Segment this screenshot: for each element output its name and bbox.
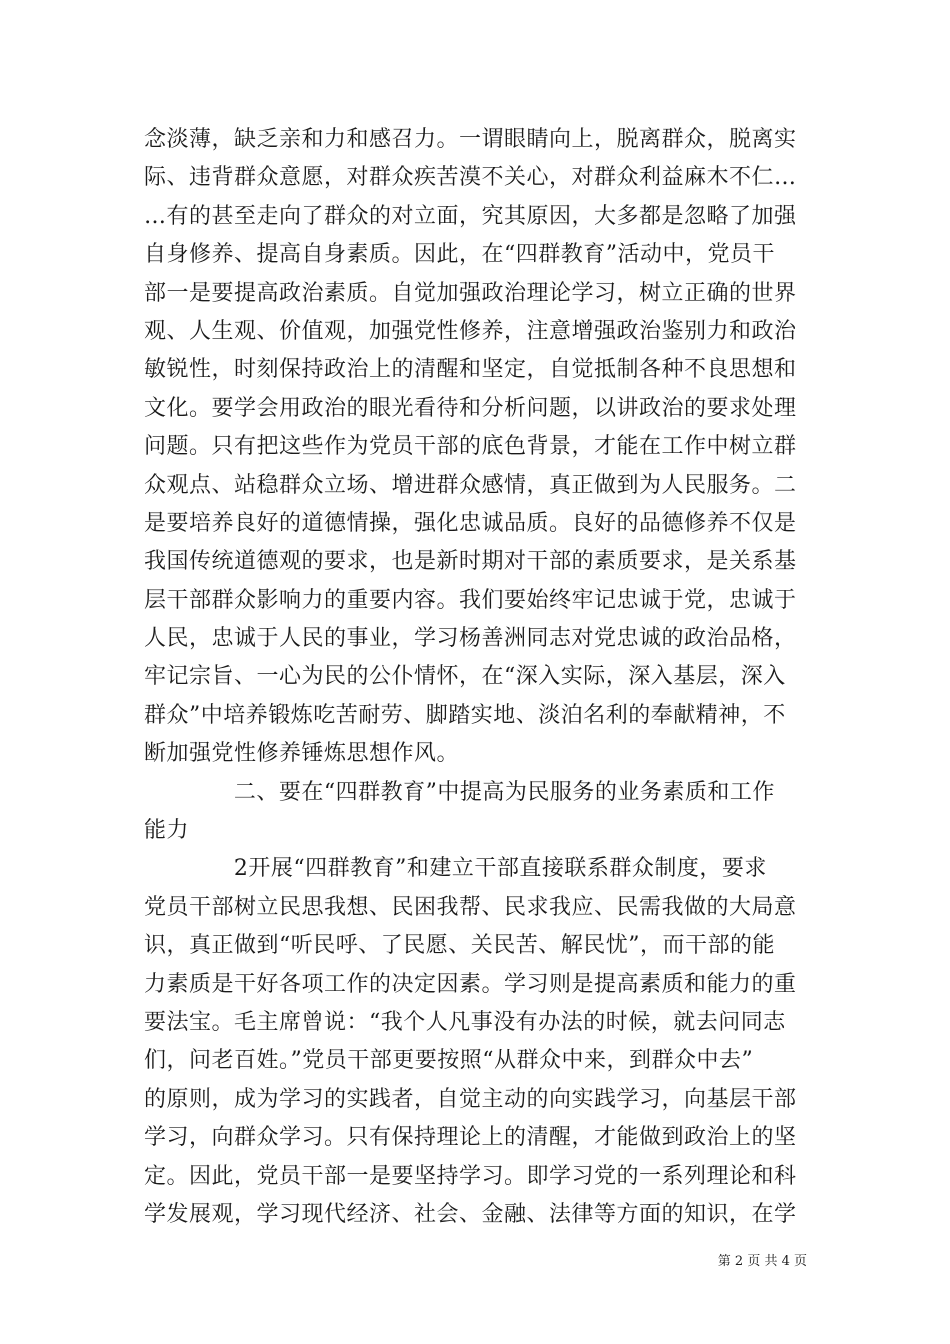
text-line: 自身修养、提高自身素质。因此，在“四群教育”活动中，党员干 [144,242,775,268]
text-line: 我国传统道德观的要求，也是新时期对干部的素质要求，是关系基 [144,549,797,575]
text-line: 学习，向群众学习。只有保持理论上的清醒，才能做到政治上的坚 [144,1125,797,1151]
text-line: 力素质是干好各项工作的决定因素。学习则是提高素质和能力的重 [144,971,797,997]
text-line: 定。因此，党员干部一是要坚持学习。即学习党的一系列理论和科 [144,1163,797,1189]
text-line: 文化。要学会用政治的眼光看待和分析问题，以讲政治的要求处理 [144,395,797,421]
text-line: 人民，忠诚于人民的事业，学习杨善洲同志对党忠诚的政治品格， [144,626,797,652]
text-line: 念淡薄，缺乏亲和力和感召力。一谓眼睛向上，脱离群众，脱离实 [144,127,797,152]
text-line: 2开展“四群教育”和建立干部直接联系群众制度，要求 [144,856,767,882]
text-line: 的原则，成为学习的实践者，自觉主动的向实践学习，向基层干部 [144,1086,797,1112]
text-line: 是要培养良好的道德情操，强化忠诚品质。良好的品德修养不仅是 [144,510,797,536]
text-line: …有的甚至走向了群众的对立面，究其原因，大多都是忽略了加强 [144,203,797,229]
text-line: 际、违背群众意愿，对群众疾苦漠不关心，对群众利益麻木不仁… [144,165,797,191]
text-line: 识，真正做到“听民呼、了民愿、关民苦、解民忧”，而干部的能 [144,933,775,959]
text-line: 们，问老百姓。”党员干部更要按照“从群众中来，到群众中去” [144,1048,754,1074]
text-line: 断加强党性修养锤炼思想作风。 [144,741,460,767]
text-line: 要法宝。毛主席曾说：“我个人凡事没有办法的时候，就去问同志 [144,1009,786,1035]
text-line: 敏锐性，时刻保持政治上的清醒和坚定，自觉抵制各种不良思想和 [144,357,797,383]
text-line: 能力 [144,818,190,844]
text-line: 党员干部树立民思我想、民困我帮、民求我应、民需我做的大局意 [144,894,797,920]
text-line: 牢记宗旨、一心为民的公仆情怀，在“深入实际，深入基层，深入 [144,664,786,690]
text-line: 众观点、站稳群众立场、增进群众感情，真正做到为人民服务。二 [144,472,797,498]
text-line: 二、要在“四群教育”中提高为民服务的业务素质和工作 [144,779,775,805]
text-line: 观、人生观、价值观，加强党性修养，注意增强政治鉴别力和政治 [144,318,797,344]
text-line: 学发展观，学习现代经济、社会、金融、法律等方面的知识，在学 [144,1201,797,1227]
page-number-footer: 第 2 页 共 4 页 [717,1254,807,1269]
text-line: 问题。只有把这些作为党员干部的底色背景，才能在工作中树立群 [144,434,797,460]
body-text [144,121,810,1234]
text-line: 部一是要提高政治素质。自觉加强政治理论学习，树立正确的世界 [144,280,797,306]
text-line: 层干部群众影响力的重要内容。我们要始终牢记忠诚于党，忠诚于 [144,587,797,613]
text-line: 群众”中培养锻炼吃苦耐劳、脚踏实地、淡泊名利的奉献精神，不 [144,702,786,728]
